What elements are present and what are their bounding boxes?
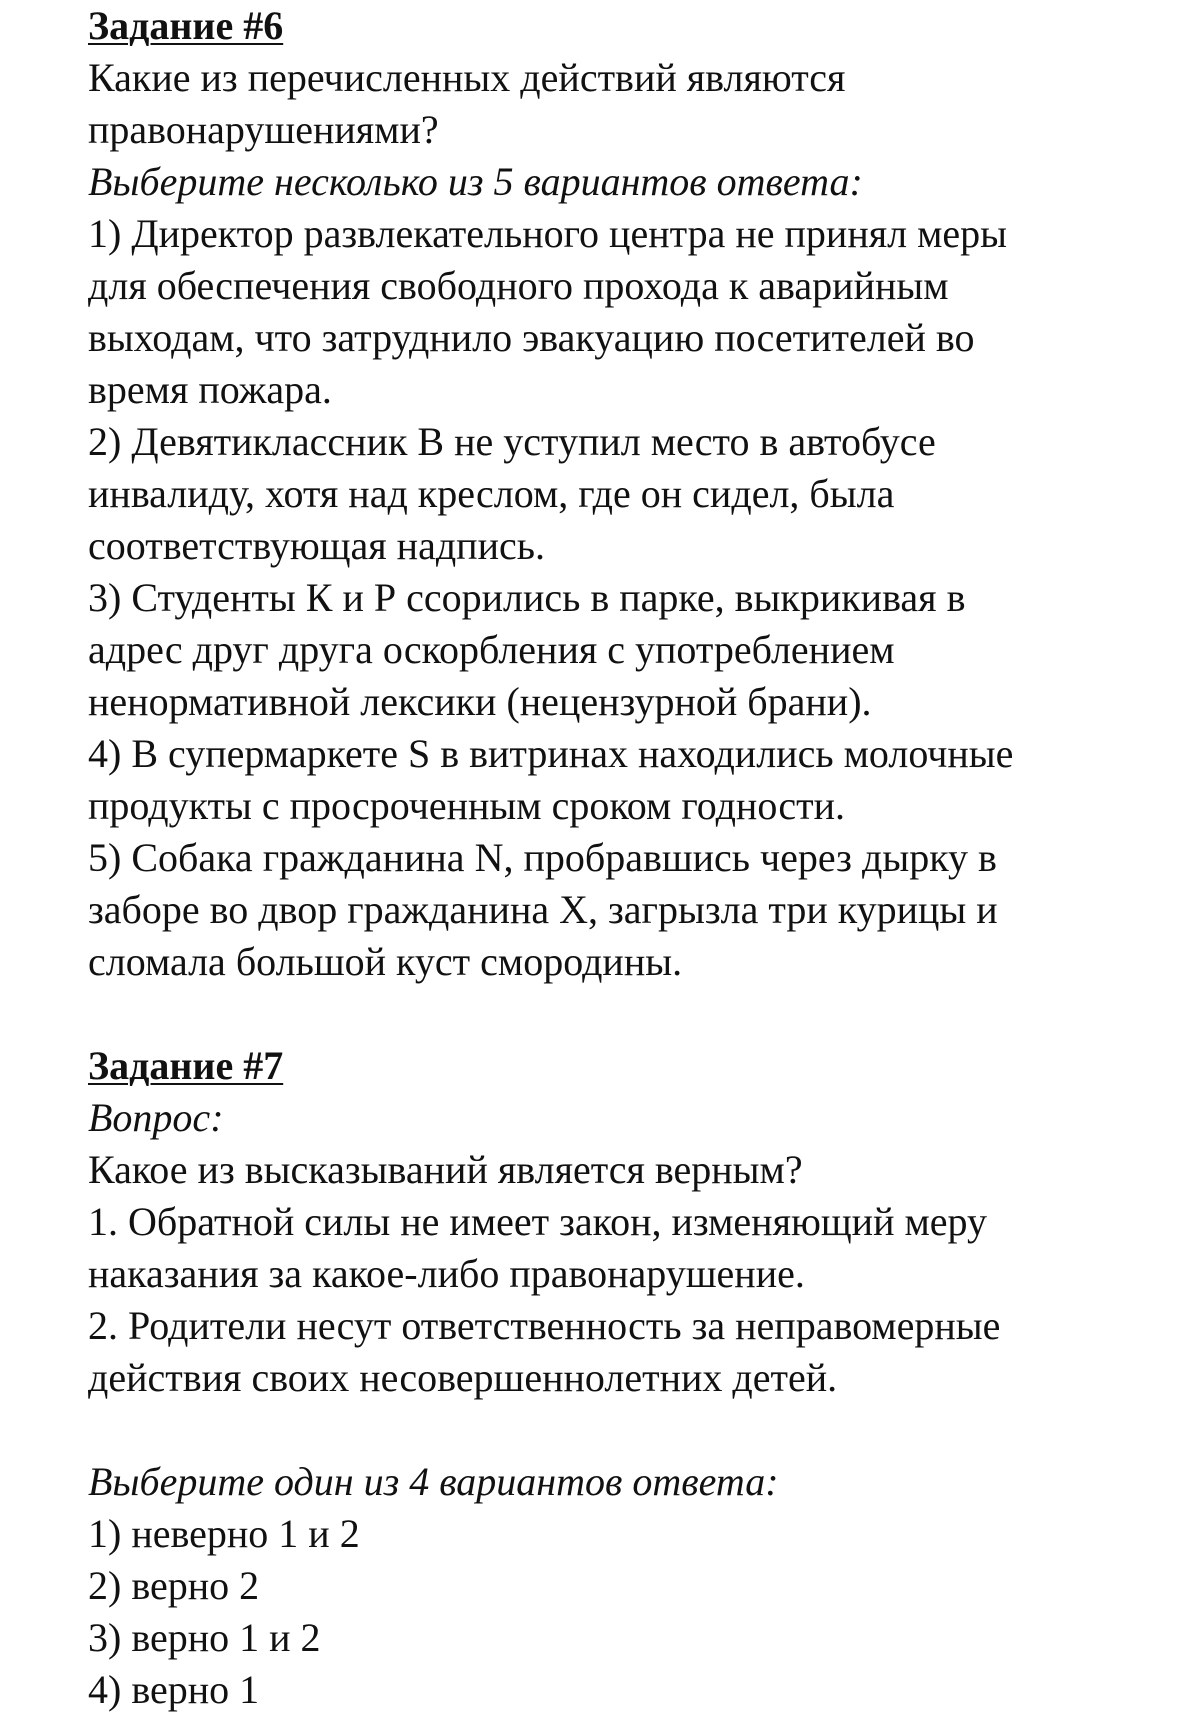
task-7-options	[88, 1508, 1178, 1716]
task-7-question: Какое из высказываний является верным?	[88, 1147, 803, 1192]
task-6-question	[88, 52, 1178, 156]
option-line: продукты с просроченным сроком годности.	[88, 783, 845, 828]
document-page	[88, 0, 1178, 1716]
option-line: адрес друг друга оскорбления с употреблением	[88, 627, 895, 672]
task-6-options	[88, 208, 1178, 988]
option-line: заборе во двор гражданина X, загрызла три курицы и	[88, 887, 998, 932]
task-6-option-1	[88, 208, 1178, 416]
option-line: 1) Директор развлекательного центра не принял меры	[88, 211, 1008, 256]
task-7-statements	[88, 1196, 1178, 1404]
task-6-question-line: Какие из перечисленных действий являются	[88, 55, 846, 100]
option-line: для обеспечения свободного прохода к аварийным	[88, 263, 949, 308]
task-7-option-2: 2) верно 2	[88, 1563, 260, 1608]
task-6	[88, 0, 1178, 988]
option-line: инвалиду, хотя над креслом, где он сидел, была	[88, 471, 895, 516]
task-6-question-line: правонарушениями?	[88, 107, 439, 152]
option-line: 4) В супермаркете S в витринах находились молочные	[88, 731, 1014, 776]
option-line: время пожара.	[88, 367, 332, 412]
task-7-instruction: Выберите один из 4 вариантов ответа:	[88, 1459, 779, 1504]
option-line: 5) Собака гражданина N, пробравшись через дырку в	[88, 835, 997, 880]
task-7-option-1: 1) неверно 1 и 2	[88, 1511, 360, 1556]
statement-line: действия своих несовершеннолетних детей.	[88, 1355, 838, 1400]
section-spacer	[88, 988, 1178, 1040]
task-7-question-label: Вопрос:	[88, 1095, 224, 1140]
task-6-title: Задание #6	[88, 3, 284, 48]
task-6-option-5	[88, 832, 1178, 988]
task-6-option-3	[88, 572, 1178, 728]
task-7-option-3: 3) верно 1 и 2	[88, 1615, 321, 1660]
statement-spacer	[88, 1404, 1178, 1456]
option-line: 3) Студенты К и Р ссорились в парке, выкрикивая в	[88, 575, 966, 620]
option-line: ненормативной лексики (нецензурной брани).	[88, 679, 872, 724]
task-6-option-2	[88, 416, 1178, 572]
statement-line: 1. Обратной силы не имеет закон, изменяющий меру	[88, 1199, 988, 1244]
statement-line: 2. Родители несут ответственность за неправомерные	[88, 1303, 1001, 1348]
task-6-instruction: Выберите несколько из 5 вариантов ответа:	[88, 159, 863, 204]
task-7-option-4: 4) верно 1	[88, 1667, 260, 1712]
option-line: сломала большой куст смородины.	[88, 939, 683, 984]
task-7	[88, 1040, 1178, 1716]
option-line: выходам, что затруднило эвакуацию посетителей во	[88, 315, 975, 360]
option-line: 2) Девятиклассник В не уступил место в автобусе	[88, 419, 936, 464]
task-7-title: Задание #7	[88, 1043, 284, 1088]
task-7-statement-2	[88, 1300, 1178, 1404]
statement-line: наказания за какое-либо правонарушение.	[88, 1251, 805, 1296]
task-7-statement-1	[88, 1196, 1178, 1300]
option-line: соответствующая надпись.	[88, 523, 545, 568]
task-6-option-4	[88, 728, 1178, 832]
